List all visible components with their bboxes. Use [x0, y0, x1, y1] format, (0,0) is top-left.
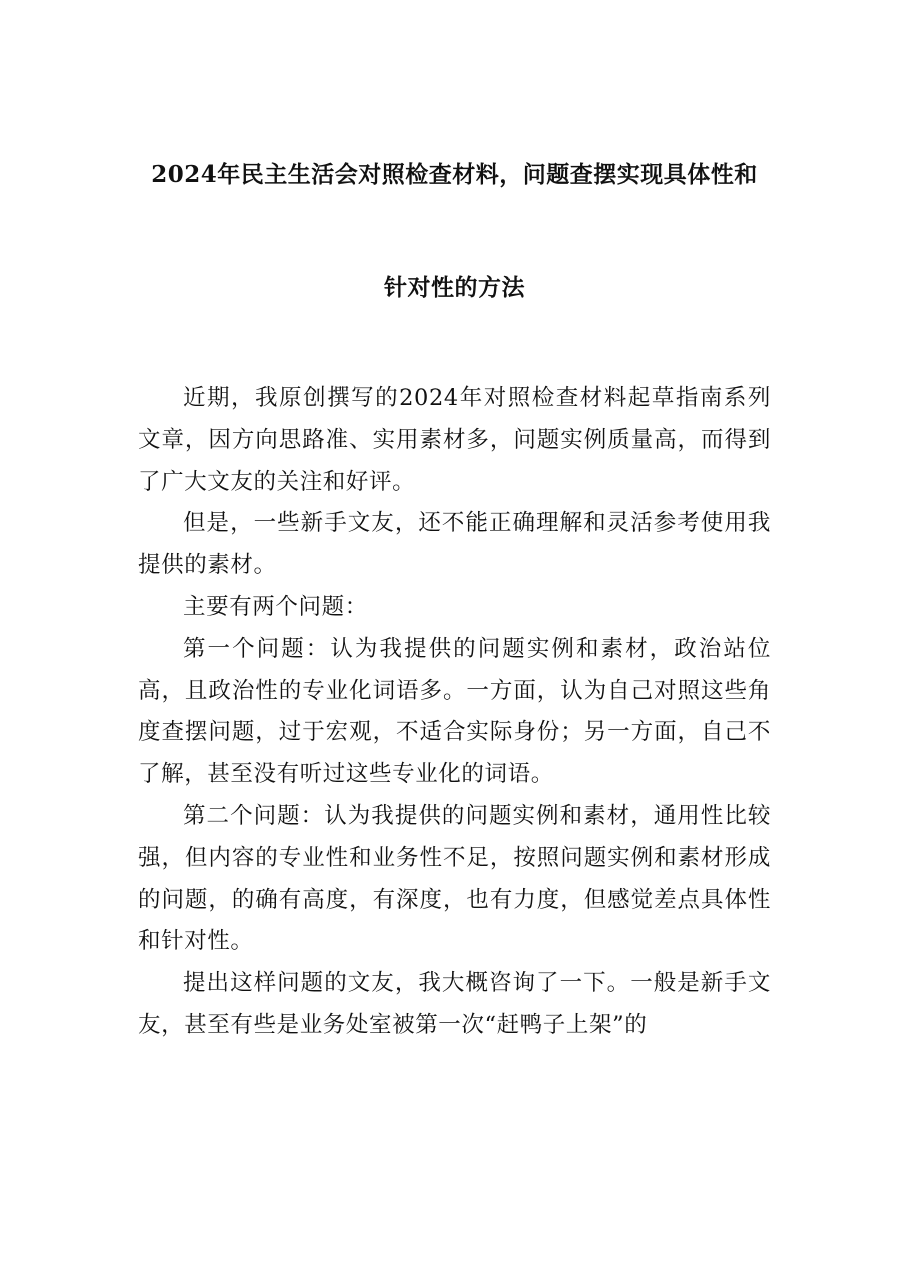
- document-body: [138, 378, 771, 1047]
- document-title-line-1: 2024年民主生活会对照检查材料，问题查摆实现具体性和: [151, 161, 758, 188]
- paragraph-problem-two: 第二个问题：认为我提供的问题实例和素材，通用性比较强，但内容的专业性和业务性不足，按照问题实例和素材形成的问题，的确有高度，有深度，也有力度，但感觉差点具体性和针对性。: [138, 802, 771, 955]
- paragraph-inquiry: 提出这样问题的文友，我大概咨询了一下。一般是新手文友，甚至有些是业务处室被第一次“赶鸭子上架”的: [138, 970, 771, 1038]
- paragraph-two-problems: 主要有两个问题：: [183, 593, 368, 620]
- paragraph-problem-one: 第一个问题：认为我提供的问题实例和素材，政治站位高，且政治性的专业化词语多。一方面，认为自己对照这些角度查摆问题，过于宏观，不适合实际身份；另一方面，自己不了解，甚至没有听过这些专业化的词语。: [138, 635, 771, 788]
- paragraph-intro: 近期，我原创撰写的2024年对照检查材料起草指南系列文章，因方向思路准、实用素材多，问题实例质量高，而得到了广大文友的关注和好评。: [138, 385, 771, 495]
- document-title-line-2: 针对性的方法: [384, 274, 525, 301]
- paragraph-however: 但是，一些新手文友，还不能正确理解和灵活参考使用我提供的素材。: [138, 510, 771, 579]
